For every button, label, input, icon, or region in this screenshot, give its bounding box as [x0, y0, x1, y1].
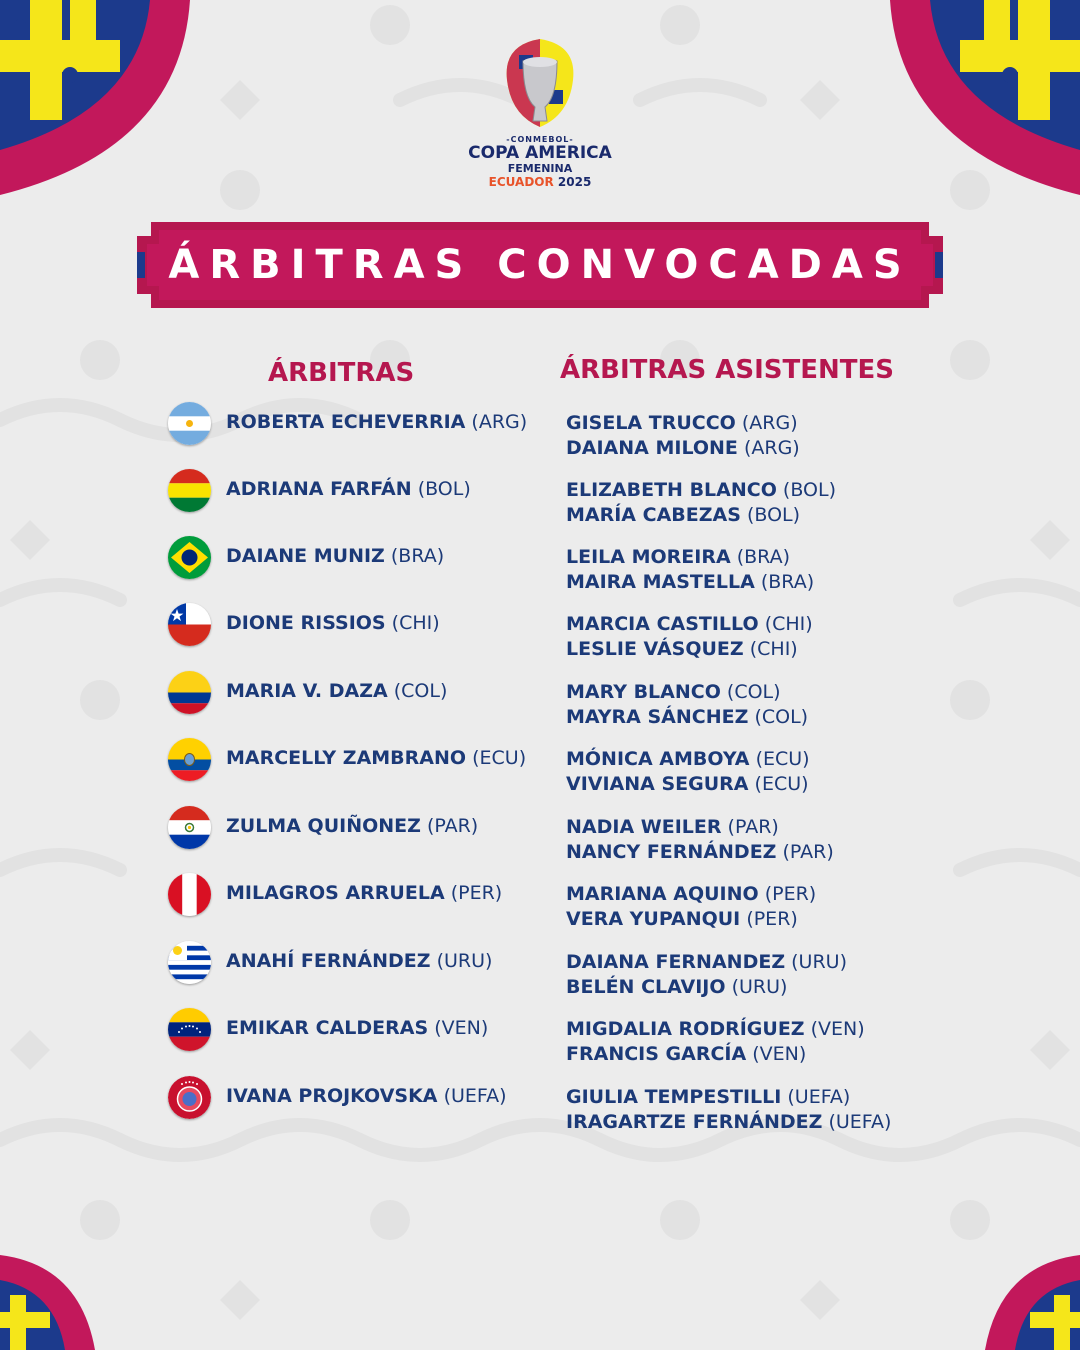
paraguay-flag-icon	[168, 806, 211, 849]
list-item	[0, 536, 1080, 596]
list-item	[0, 402, 1080, 462]
corner-ornament-top-right	[880, 0, 1080, 200]
assistant-names: DAIANA FERNANDEZ (URU) BELÉN CLAVIJO (URU)	[566, 951, 847, 998]
list-item	[0, 1008, 1080, 1068]
colombia-flag-icon	[168, 671, 211, 714]
assistant-names: MARY BLANCO (COL) MAYRA SÁNCHEZ (COL)	[566, 681, 809, 728]
logo-year-text: 2025	[557, 175, 592, 189]
referee-name: DAIANE MUNIZ (BRA)	[226, 545, 445, 567]
assistant-names: MIGDALIA RODRÍGUEZ (VEN) FRANCIS GARCÍA (VEN)	[566, 1018, 865, 1065]
list-item	[0, 603, 1080, 663]
list-item	[0, 469, 1080, 529]
chile-flag-icon	[168, 603, 211, 646]
uefa-logo-icon	[168, 1076, 211, 1119]
venezuela-flag-icon	[168, 1008, 211, 1051]
referees-column-header: ÁRBITRAS	[268, 358, 415, 388]
corner-ornament-bottom-right	[980, 1250, 1080, 1350]
logo-ecuador-text: ECUADOR	[488, 175, 554, 189]
brazil-flag-icon	[168, 536, 211, 579]
assistant-names: MARIANA AQUINO (PER) VERA YUPANQUI (PER)	[566, 883, 817, 930]
peru-flag-icon	[168, 873, 211, 916]
corner-ornament-bottom-left	[0, 1250, 100, 1350]
list-item	[0, 806, 1080, 866]
list-item	[0, 1076, 1080, 1136]
referee-name: MARCELLY ZAMBRANO (ECU)	[226, 747, 527, 769]
referee-name: ADRIANA FARFÁN (BOL)	[226, 478, 471, 500]
referee-name: ZULMA QUIÑONEZ (PAR)	[226, 815, 479, 837]
list-item	[0, 873, 1080, 933]
assistants-column-header: ÁRBITRAS ASISTENTES	[560, 355, 895, 385]
title-banner	[137, 222, 943, 308]
referee-name: IVANA PROJKOVSKA (UEFA)	[226, 1085, 507, 1107]
assistant-names: LEILA MOREIRA (BRA) MAIRA MASTELLA (BRA)	[566, 546, 815, 593]
assistant-names: MÓNICA AMBOYA (ECU) VIVIANA SEGURA (ECU)	[566, 748, 810, 795]
referee-name: EMIKAR CALDERAS (VEN)	[226, 1017, 489, 1039]
referee-name: MARIA V. DAZA (COL)	[226, 680, 448, 702]
ecuador-flag-icon	[168, 738, 211, 781]
list-item	[0, 941, 1080, 1001]
uruguay-flag-icon	[168, 941, 211, 984]
corner-ornament-top-left	[0, 0, 200, 200]
logo-host-text	[440, 175, 640, 189]
assistant-names: MARCIA CASTILLO (CHI) LESLIE VÁSQUEZ (CHI)	[566, 613, 813, 660]
logo-conmebol-text: -CONMEBOL-	[506, 135, 574, 144]
copa-america-femenina-logo	[440, 35, 640, 205]
logo-femenina-text: FEMENINA	[507, 162, 573, 175]
assistant-names: GISELA TRUCCO (ARG) DAIANA MILONE (ARG)	[566, 412, 800, 459]
argentina-flag-icon	[168, 402, 211, 445]
referee-name: ANAHÍ FERNÁNDEZ (URU)	[226, 950, 493, 972]
logo-copa-text: COPA AMERICA	[468, 143, 612, 163]
page-title: ÁRBITRAS CONVOCADAS	[168, 242, 912, 288]
list-item	[0, 738, 1080, 798]
assistant-names: ELIZABETH BLANCO (BOL) MARÍA CABEZAS (BOL)	[566, 479, 836, 526]
assistant-names: NADIA WEILER (PAR) NANCY FERNÁNDEZ (PAR)	[566, 816, 834, 863]
bolivia-flag-icon	[168, 469, 211, 512]
trophy-icon	[499, 35, 581, 133]
referee-name: ROBERTA ECHEVERRIA (ARG)	[226, 411, 528, 433]
assistant-names: GIULIA TEMPESTILLI (UEFA) IRAGARTZE FERNÁNDEZ (UEFA)	[566, 1086, 892, 1133]
referee-name: DIONE RISSIOS (CHI)	[226, 612, 440, 634]
list-item	[0, 671, 1080, 731]
referee-name: MILAGROS ARRUELA (PER)	[226, 882, 503, 904]
